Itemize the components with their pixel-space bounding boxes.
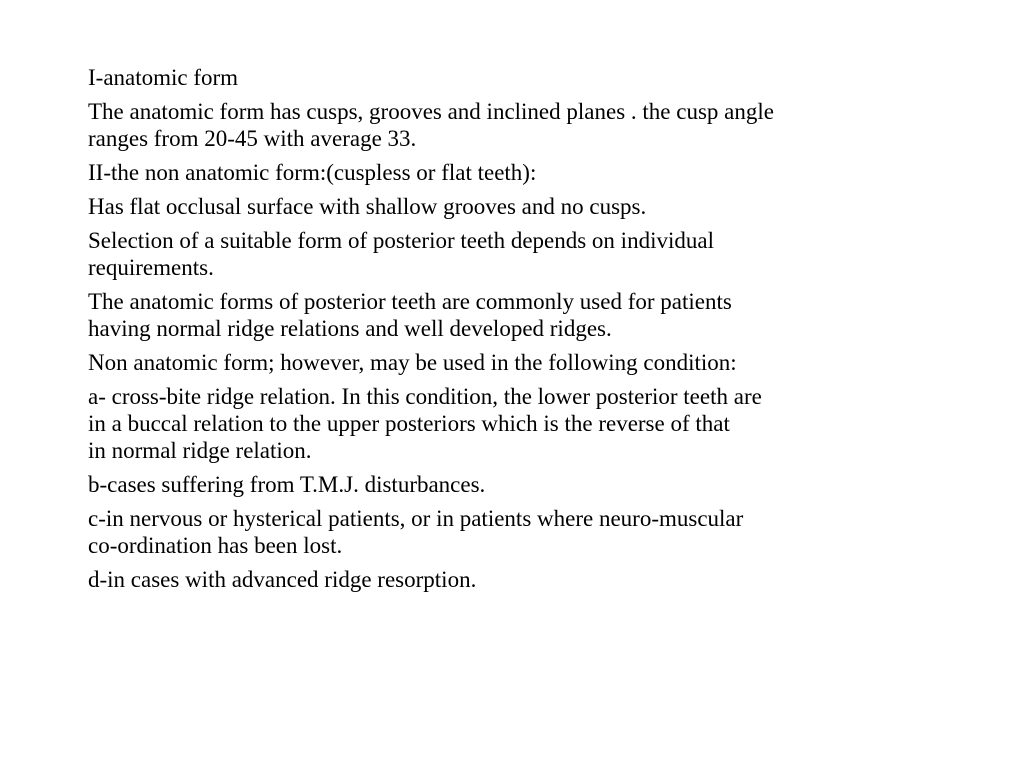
paragraph-condition-a <box>88 383 988 464</box>
text-line: Selection of a suitable form of posterior teeth depends on individual <box>88 228 714 253</box>
text-line: Non anatomic form; however, may be used in the following condition: <box>88 350 737 375</box>
text-line: d-in cases with advanced ridge resorption. <box>88 567 477 592</box>
text-line: The anatomic form has cusps, grooves and inclined planes . the cusp angle <box>88 99 774 124</box>
paragraph-non-anatomic-form-description <box>88 193 988 220</box>
text-line: b-cases suffering from T.M.J. disturbances. <box>88 472 486 497</box>
text-line: Has flat occlusal surface with shallow grooves and no cusps. <box>88 194 647 219</box>
text-line: The anatomic forms of posterior teeth are commonly used for patients <box>88 289 732 314</box>
text-line: requirements. <box>88 255 214 280</box>
text-line: c-in nervous or hysterical patients, or in patients where neuro-muscular <box>88 506 744 531</box>
text-line: in a buccal relation to the upper posteriors which is the reverse of that <box>88 411 730 436</box>
text-line: in normal ridge relation. <box>88 438 312 463</box>
paragraph-non-anatomic-conditions-intro <box>88 349 988 376</box>
paragraph-condition-d <box>88 566 988 593</box>
paragraph-condition-c <box>88 505 988 559</box>
text-line: I-anatomic form <box>88 65 239 90</box>
paragraph-condition-b <box>88 471 988 498</box>
text-line: a- cross-bite ridge relation. In this condition, the lower posterior teeth are <box>88 384 762 409</box>
paragraph-selection <box>88 227 988 281</box>
paragraph-non-anatomic-form-heading <box>88 159 988 186</box>
paragraph-anatomic-form-description <box>88 98 988 152</box>
text-line: II-the non anatomic form:(cuspless or flat teeth): <box>88 160 537 185</box>
text-line: ranges from 20-45 with average 33. <box>88 126 417 151</box>
text-line: having normal ridge relations and well developed ridges. <box>88 316 612 341</box>
slide-body-text <box>88 64 988 600</box>
text-line: co-ordination has been lost. <box>88 533 343 558</box>
paragraph-anatomic-usage <box>88 288 988 342</box>
paragraph-anatomic-form-heading <box>88 64 988 91</box>
